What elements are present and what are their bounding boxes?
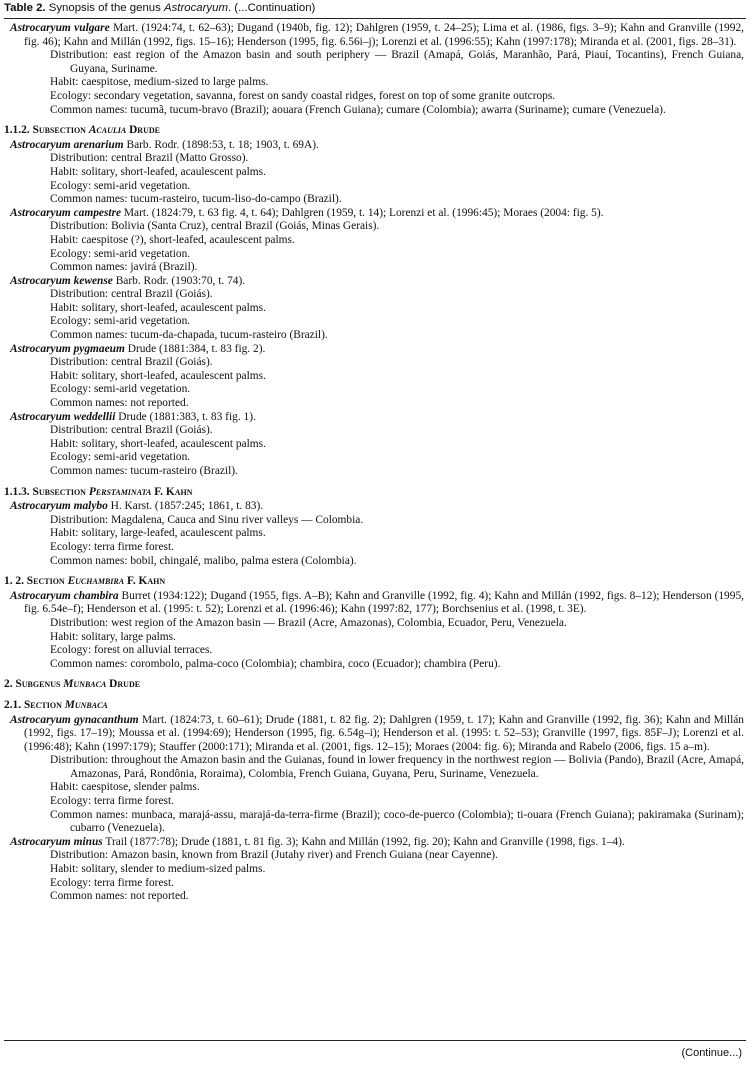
species-field: Ecology: secondary vegetation, savanna, forest on sandy coastal ridges, forest on top of some granite outcrops. [50,89,556,102]
species-entry [4,590,744,617]
section-author: Drude [109,678,141,691]
species-field: Habit: solitary, large-leafed, acaulescent palms. [50,527,266,540]
species-name: Astrocaryum campestre [10,206,122,219]
species-field: Ecology: terra firme forest. [50,795,174,808]
species-field: Distribution: east region of the Amazon basin and south periphery — Brazil (Amapá, Goiás, Maranhão, Pará, Piauí, Tocantins), French Guiana, Guyana, Suriname. [50,49,744,75]
species-name: Astrocaryum minus [10,835,103,848]
species-field: Habit: caespitose, medium-sized to large palms. [50,76,269,89]
species-field: Common names: not reported. [50,397,189,410]
species-field: Ecology: terra firme forest. [50,876,174,889]
species-citation: Drude (1881:384, t. 83 fig. 2). [127,342,266,355]
species-field: Distribution: Amazon basin, known from Brazil (Jutahy river) and French Guiana (near Cayenne). [50,849,498,862]
species-citation: H. Karst. (1857:245; 1861, t. 83). [110,500,264,513]
species-field: Habit: solitary, short-leafed, acaulescent palms. [50,301,266,314]
species-name: Astrocaryum chambira [10,589,119,602]
species-field: Ecology: semi-arid vegetation. [50,451,191,464]
species-field: Common names: not reported. [50,890,189,903]
species-field: Habit: solitary, short-leafed, acaulescent palms. [50,437,266,450]
species-name: Astrocaryum pygmaeum [10,342,125,355]
species-field: Habit: solitary, short-leafed, acaulescent palms. [50,369,266,382]
species-name: Astrocaryum vulgare [10,22,110,34]
species-field: Common names: tucum-rasteiro (Brazil). [50,465,238,477]
species-field: Distribution: Bolivia (Santa Cruz), central Brazil (Goiás, Minas Gerais). [50,220,380,233]
species-field: Common names: munbaca, marajá-assu, marajá-da-terra-firme (Brazil); coco-de-puerco (Colombia); ti-ouara (French Guiana); pakiramaka (Surinam); cubarro (Venezuela). [50,808,744,835]
species-field: Common names: javirá (Brazil). [50,261,198,274]
species-field: Habit: caespitose, slender palms. [50,781,200,794]
species-field: Distribution: west region of the Amazon basin — Brazil (Acre, Amazonas), Colombia, Ecuador, Peru, Venezuela. [50,616,567,629]
section-number: 1. 2. [4,575,24,588]
section-taxon: Munbaca [64,698,108,711]
top-rule [4,18,746,19]
species-entry [4,22,744,49]
section-number: 1.1.3. [4,485,30,498]
species-entry [4,343,744,357]
species-citation: Mart. (1824:73, t. 60–61); Drude (1881, t. 82 fig. 2); Dahlgren (1959, t. 17); Kahn and Granville (1992, fig. 36); Kahn and Millán (1992, figs. 17–19); Moussa et al. (1994:69); Henderson (1995, fig. 6.54g–i); Henderson et al. (1995: t. 52–53); Granville (1997, figs. 85F–J); Lorenzi et al. (1996:48); Kahn (1997:179); Stauffer (2000:171); Miranda et al. (2001, figs. 12–15); Moraes (2004: fig. 6); Miranda and Rabelo (2006, figs. 15 a–m). [24,713,744,753]
section-heading [4,699,744,713]
species-entry [4,411,744,425]
species-entry [4,714,744,755]
species-field: Distribution: central Brazil (Matto Grosso). [50,152,249,165]
species-citation: Barb. Rodr. (1903:70, t. 74). [115,274,246,287]
species-field: Common names: tucum-rasteiro, tucum-liso-do-campo (Brazil). [50,193,342,206]
species-field: Habit: caespitose (?), short-leafed, acaulescent palms. [50,233,295,246]
species-name: Astrocaryum malybo [10,500,108,513]
species-name: Astrocaryum arenarium [10,138,124,151]
section-number: 1.1.2. [4,124,30,137]
section-taxon: Munbaca [63,678,107,691]
continue-label: (Continue...) [681,1047,742,1059]
species-field: Ecology: semi-arid vegetation. [50,315,191,328]
species-entry [4,139,744,153]
species-field: Habit: solitary, slender to medium-sized palms. [50,863,266,876]
bottom-rule [4,1040,746,1041]
species-citation: Barb. Rodr. (1898:53, t. 18; 1903, t. 69A). [126,138,319,151]
section-author: F. Kahn [126,575,166,588]
species-field: Habit: solitary, large palms. [50,630,176,643]
species-field: Common names: tucum-da-chapada, tucum-rasteiro (Brazil). [50,329,328,342]
species-field: Common names: bobil, chingalé, malibo, palma estera (Colombia). [50,554,357,567]
species-field: Common names: tucumã, tucum-bravo (Brazil); aouara (French Guiana); cumare (Colombia); awarra (Suriname); cumare (Venezuela). [50,103,666,116]
table-body [4,22,744,904]
species-field: Ecology: semi-arid vegetation. [50,179,191,192]
species-field: Ecology: semi-arid vegetation. [50,383,191,396]
species-citation: Mart. (1924:74, t. 62–63); Dugand (1940b, fig. 12); Dahlgren (1959, t. 24–25); Lima et al. (1986, figs. 3–9); Kahn and Granville (1992, fig. 46); Kahn and Millán (1992, figs. 15–16); Henderson (1995, fig. 6.56i–j); Lorenzi et al. (1996:55); Kahn (1997:178); Miranda et al. (2001, figs. 28–31). [24,22,744,48]
section-heading [4,575,744,589]
caption-suffix: . (...Continuation) [227,2,316,14]
table-label: Table 2. [4,2,46,14]
section-rank: Subgenus [15,678,61,691]
section-rank: Subsection [32,485,86,498]
section-rank: Section [23,698,62,711]
species-field: Distribution: central Brazil (Goiás). [50,424,213,437]
species-name: Astrocaryum gynacanthum [10,713,139,726]
species-field: Common names: corombolo, palma-coco (Colombia); chambira, coco (Ecuador); chambira (Peru). [50,657,501,670]
species-field: Distribution: central Brazil (Goiás). [50,288,213,301]
species-field: Distribution: central Brazil (Goiás). [50,356,213,369]
species-field: Ecology: terra firme forest. [50,540,174,553]
species-name: Astrocaryum kewense [10,274,113,287]
species-entry [4,500,744,514]
section-rank: Section [26,575,65,588]
species-citation: Trail (1877:78); Drude (1881, t. 81 fig. 3); Kahn and Millán (1992, fig. 20); Kahn and Granville (1998, figs. 1–4). [105,835,625,848]
species-field: Ecology: semi-arid vegetation. [50,247,191,260]
species-name: Astrocaryum weddellii [10,410,116,423]
section-number: 2. [4,678,13,691]
species-field: Ecology: forest on alluvial terraces. [50,644,213,657]
section-taxon: Perstaminata [88,485,152,498]
caption-text: Synopsis of the genus [48,2,161,14]
species-field: Distribution: Magdalena, Cauca and Sinu river valleys — Colombia. [50,513,364,526]
section-taxon: Euchambira [67,575,125,588]
species-field: Distribution: throughout the Amazon basin and the Guianas, found in lower frequency in the northwest region — Bolivia (Pando), Brazil (Acre, Amapá, Amazonas, Pará, Rondônia, Roraima), Colombia, French Guiana, Guyana, Peru, Suriname, Venezuela. [50,754,744,780]
section-taxon: Acaulia [88,124,127,137]
caption-genus: Astrocaryum [164,2,228,14]
section-number: 2.1. [4,698,22,711]
section-heading [4,124,744,138]
section-author: Drude [129,124,160,137]
species-entry [4,275,744,289]
section-rank: Subsection [32,124,86,137]
species-entry [4,836,744,850]
species-citation: Burret (1934:122); Dugand (1955, figs. A–B); Kahn and Granville (1992, fig. 4); Kahn and Millán (1992, figs. 8–12); Henderson (1995, fig. 6.54e–f); Henderson et al. (1995: t. 52); Lorenzi et al. (1996:46); Kahn (1997:82, 177); Borchsenius et al. (1998, t. 3E). [24,589,744,616]
section-author: F. Kahn [154,485,193,498]
species-citation: Drude (1881:383, t. 83 fig. 1). [118,410,256,423]
section-heading [4,678,744,692]
species-entry [4,207,744,221]
section-heading [4,486,744,500]
species-citation: Mart. (1824:79, t. 63 fig. 4, t. 64); Dahlgren (1959, t. 14); Lorenzi et al. (1996:45); Moraes (2004: fig. 5). [123,206,604,219]
species-field: Habit: solitary, short-leafed, acaulescent palms. [50,165,266,178]
table-caption [4,2,315,14]
